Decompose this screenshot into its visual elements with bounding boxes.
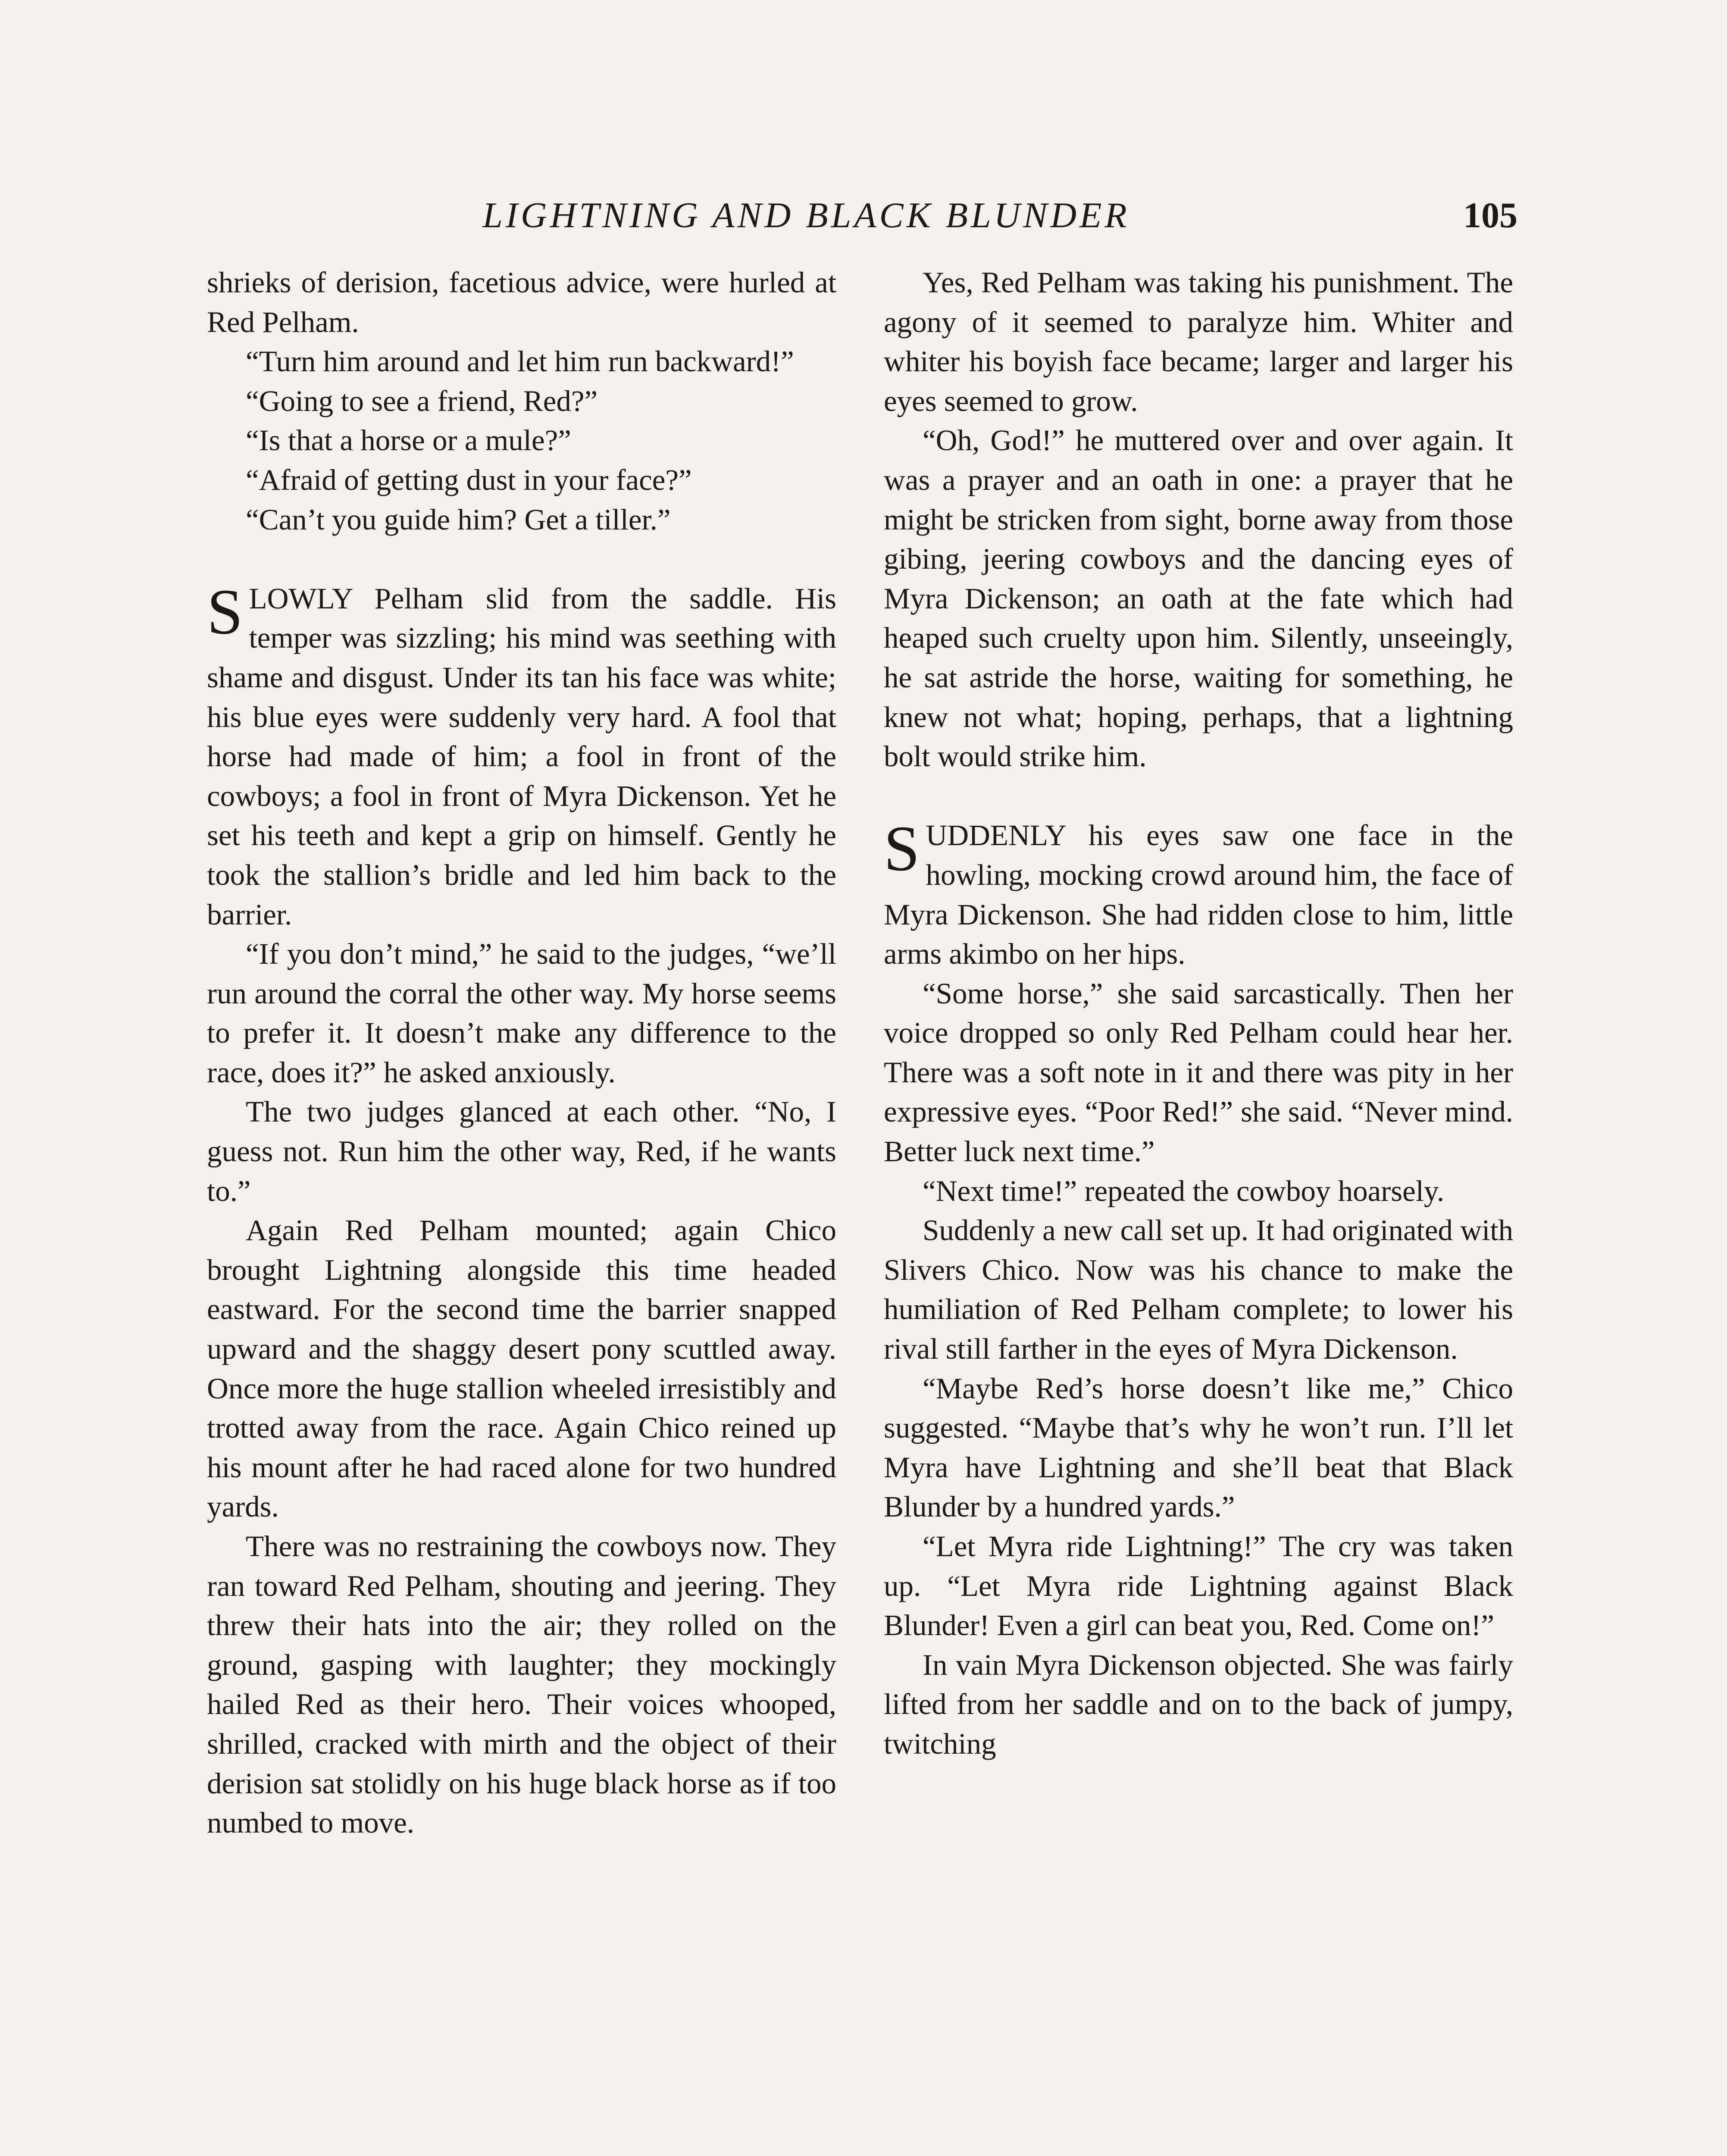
page-number: 105 (1463, 195, 1517, 235)
paragraph: Again Red Pelham mounted; again Chico brought Lightning alongside this time headed eastward. For the second time the barrier snapped upward and the shaggy desert pony scuttled away. Once more the huge stallion wheeled irresistibly and trotted away from the race. Again Chico reined up his mount after he had raced alone for two hundred yards. (207, 1214, 836, 1523)
paragraph: “Maybe Red’s horse doesn’t like me,” Chico suggested. “Maybe that’s why he won’t run. I’ll let Myra have Lightning and she’ll beat that Black Blunder by a hundred yards.” (884, 1372, 1513, 1523)
page-header (207, 181, 1517, 250)
paragraph: “Afraid of getting dust in your face?” (246, 463, 692, 496)
paragraph: Yes, Red Pelham was taking his punishment. The agony of it seemed to paralyze him. Whiter and whiter his boyish face became; larger and larger his eyes seemed to grow. (884, 266, 1513, 417)
paragraph-text: UDDENLY his eyes saw one face in the howling, mocking crowd around him, the face of Myra Dickenson. She had ridden close to him, little arms akimbo on her hips. (884, 819, 1513, 971)
right-column (884, 263, 1513, 1764)
paragraph: The two judges glanced at each other. “No, I guess not. Run him the other way, Red, if he wants to.” (207, 1095, 836, 1207)
paragraph-text: LOWLY Pelham slid from the saddle. His temper was sizzling; his mind was seething with shame and disgust. Under its tan his face was white; his blue eyes were suddenly very hard. A fool that horse had made of him; a fool in front of the cowboys; a fool in front of Myra Dickenson. Yet he set his teeth and kept a grip on himself. Gently he took the stallion’s bridle and led him back to the barrier. (207, 582, 836, 931)
section-paragraph (884, 813, 1513, 974)
paragraph: Suddenly a new call set up. It had originated with Slivers Chico. Now was his chance to make the humiliation of Red Pelham complete; to lower his rival still farther in the eyes of Myra Dickenson. (884, 1214, 1513, 1366)
paragraph: “Going to see a friend, Red?” (246, 384, 598, 417)
paragraph: “Is that a horse or a mule?” (246, 424, 571, 457)
paragraph: “Turn him around and let him run backward!” (246, 345, 794, 378)
drop-cap: S (207, 576, 243, 648)
paragraph: “Some horse,” she said sarcastically. Then her voice dropped so only Red Pelham could hear her. There was a soft note in it and there was pity in her expressive eyes. “Poor Red!” she said. “Never mind. Better luck next time.” (884, 977, 1513, 1168)
left-column (207, 263, 836, 1843)
running-title: LIGHTNING AND BLACK BLUNDER (482, 195, 1130, 235)
paragraph: “If you don’t mind,” he said to the judges, “we’ll run around the corral the other way. My horse seems to prefer it. It doesn’t make any difference to the race, does it?” he asked anxiously. (207, 937, 836, 1089)
paragraph: shrieks of derision, facetious advice, were hurled at Red Pelham. (207, 266, 836, 338)
paragraph: There was no restraining the cowboys now. They ran toward Red Pelham, shouting and jeering. They threw their hats into the air; they rolled on the ground, gasping with laughter; they mockingly hailed Red as their hero. Their voices whooped, shrilled, cracked with mirth and the object of their derision sat stolidly on his huge black horse as if too numbed to move. (207, 1530, 836, 1839)
paragraph: “Can’t you guide him? Get a tiller.” (246, 503, 671, 536)
paragraph: In vain Myra Dickenson objected. She was fairly lifted from her saddle and on to the back of jumpy, twitching (884, 1648, 1513, 1760)
paragraph: “Let Myra ride Lightning!” The cry was taken up. “Let Myra ride Lightning against Black Blunder! Even a girl can beat you, Red. Come on!” (884, 1530, 1513, 1642)
paragraph: “Next time!” repeated the cowboy hoarsely. (923, 1174, 1445, 1207)
paragraph: “Oh, God!” he muttered over and over again. It was a prayer and an oath in one: a prayer that he might be stricken from sight, borne away from those gibing, jeering cowboys and the dancing eyes of Myra Dickenson; an oath at the fate which had heaped such cruelty upon him. Silently, unseeingly, he sat astride the horse, waiting for something, he knew not what; hoping, perhaps, that a lightning bolt would strike him. (884, 424, 1513, 773)
section-paragraph (207, 576, 836, 934)
drop-cap: S (884, 813, 920, 885)
